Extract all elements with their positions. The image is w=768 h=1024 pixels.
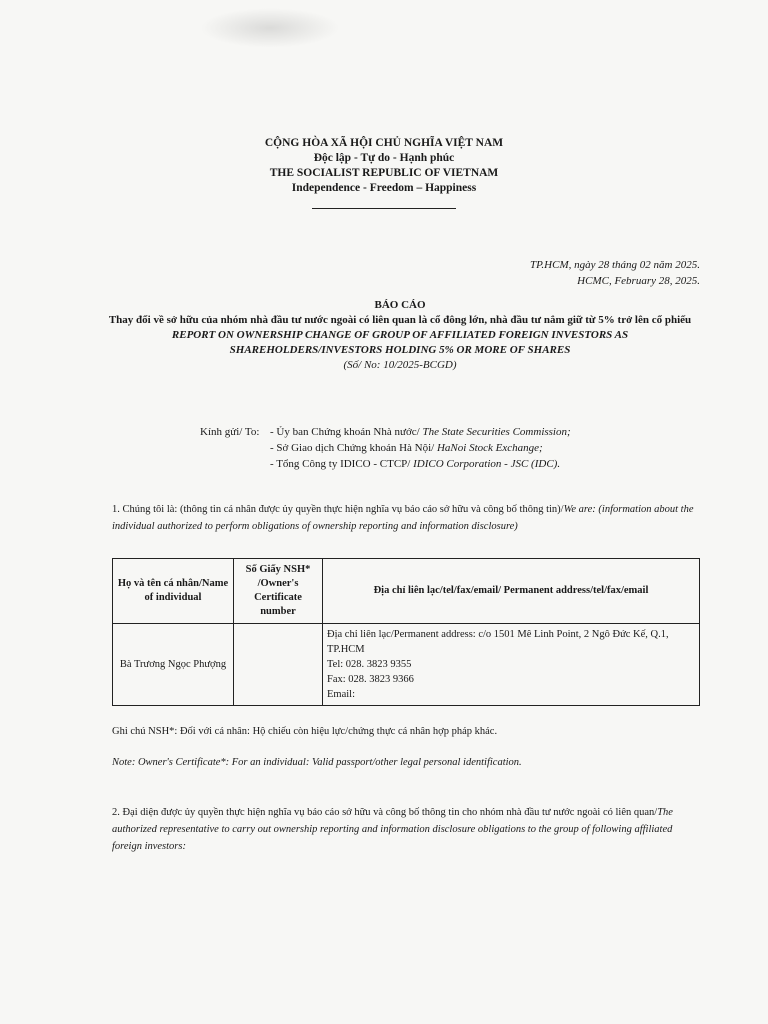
recipients-label: Kính gửi/ To:	[200, 426, 260, 438]
recipients	[200, 424, 571, 472]
scan-bleed-mark	[200, 8, 340, 48]
recipient-item: - Sở Giao dịch Chứng khoán Hà Nội/ HaNoi Stock Exchange;	[270, 442, 543, 454]
date-en: HCMC, February 28, 2025.	[577, 275, 700, 287]
header-line-country-vi: CỘNG HÒA XÃ HỘI CHỦ NGHĨA VIỆT NAM	[264, 137, 504, 149]
header-divider	[312, 208, 456, 209]
tel-line: Tel: 028. 3823 9355	[327, 659, 412, 670]
recipient-item: - Ủy ban Chứng khoán Nhà nước/ The State Securities Commission;	[270, 426, 571, 438]
col-header-address: Địa chỉ liên lạc/tel/fax/email/ Permanent address/tel/fax/email	[323, 559, 700, 624]
address-line: Địa chỉ liên lạc/Permanent address: c/o 1501 Mê Linh Point, 2 Ngô Đức Kế, Q.1, TP.HCM	[327, 629, 669, 655]
header-line-motto-en: Independence - Freedom – Happiness	[291, 182, 477, 194]
individual-info-table	[112, 558, 700, 706]
title-vi: Thay đổi về sở hữu của nhóm nhà đầu tư nước ngoài có liên quan là cổ đông lớn, nhà đầu tư nắm giữ từ 5% trở lên cổ phiếu	[108, 314, 692, 326]
title-main: BÁO CÁO	[374, 299, 426, 311]
date-vi: TP.HCM, ngày 28 tháng 02 năm 2025.	[530, 259, 700, 271]
cell-certificate	[234, 624, 323, 706]
header-line-motto-vi: Độc lập - Tự do - Hạnh phúc	[313, 152, 455, 164]
table-row	[113, 624, 700, 706]
cell-address	[323, 624, 700, 706]
header-line-country-en: THE SOCIALIST REPUBLIC OF VIETNAM	[269, 167, 499, 179]
title-en: REPORT ON OWNERSHIP CHANGE OF GROUP OF AFFILIATED FOREIGN INVESTORS AS SHAREHOLDERS/INVESTORS HOLDING 5% OR MORE OF SHARES	[171, 329, 629, 356]
national-header	[0, 136, 768, 209]
report-number: (Số/ No: 10/2025-BCGD)	[343, 359, 457, 371]
email-line: Email:	[327, 689, 355, 700]
cell-name: Bà Trương Ngọc Phượng	[113, 624, 234, 706]
report-title	[100, 298, 700, 373]
section-2-intro: 2. Đại diện được ủy quyền thực hiện nghĩa vụ báo cáo sở hữu và công bố thông tin cho nhóm nhà đầu tư nước ngoài có liên quan/The authorized representative to carry out ownership reporting and information disclosure obligations to the group of following affiliated foreign investors:	[112, 807, 673, 852]
fax-line: Fax: 028. 3823 9366	[327, 674, 414, 685]
section-1-intro: 1. Chúng tôi là: (thông tin cá nhân được ủy quyền thực hiện nghĩa vụ báo cáo sở hữu và công bố thông tin)/We are: (information about the individual authorized to perform obligations of ownership reporting and information disclosure)	[112, 504, 694, 532]
note-en: Note: Owner's Certificate*: For an individual: Valid passport/other legal personal identification.	[112, 757, 522, 768]
note-vi: Ghi chú NSH*: Đối với cá nhân: Hộ chiếu còn hiệu lực/chứng thực cá nhân hợp pháp khác.	[112, 726, 498, 737]
recipient-item: - Tổng Công ty IDICO - CTCP/ IDICO Corporation - JSC (IDC).	[270, 458, 561, 470]
col-header-certificate: Số Giấy NSH* /Owner's Certificate number	[234, 559, 323, 624]
date-block	[530, 257, 700, 289]
col-header-name: Họ và tên cá nhân/Name of individual	[113, 559, 234, 624]
